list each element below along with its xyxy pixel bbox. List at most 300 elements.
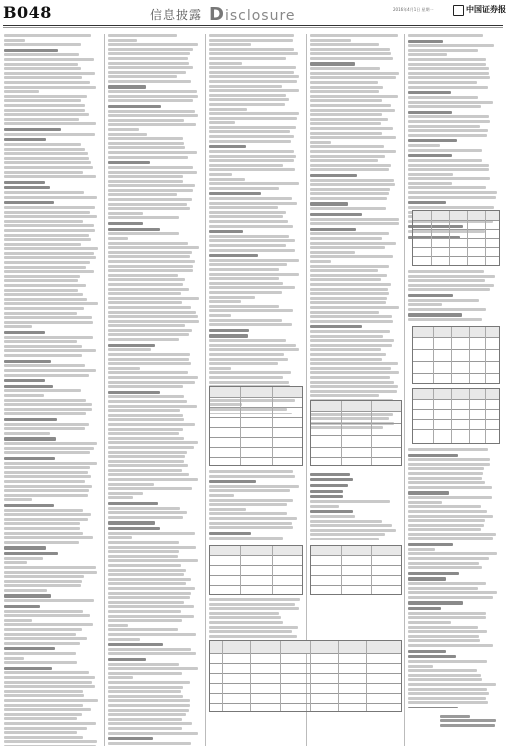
text-line [209,314,231,317]
text-line [4,690,83,693]
table-header [413,389,499,399]
text-line [310,86,383,89]
text-line [408,67,489,70]
text-line [209,34,294,37]
text-line [209,145,246,148]
text-line [209,503,287,506]
text-line [408,303,442,306]
text-line [310,533,385,536]
text-line [4,740,97,743]
data-table [209,386,303,466]
text-line [408,76,490,79]
text-line [209,635,297,638]
text-line [4,642,80,645]
text-line [310,197,387,200]
text-line [108,502,158,505]
text-line [108,171,197,174]
data-table [412,388,500,444]
data-table [209,545,303,595]
text-line [408,139,457,142]
text-line [108,306,191,309]
text-line [4,736,83,739]
text-line [4,215,97,218]
text-line [408,543,453,546]
text-line [310,228,356,231]
text-line [4,408,92,411]
text-line [108,492,143,495]
text-line [4,385,53,388]
text-line [108,85,146,88]
text-line [108,541,179,544]
text-line [209,135,294,138]
text-line [408,115,489,118]
text-line [408,669,477,672]
text-line [310,141,331,144]
text-line [108,496,133,499]
text-line [310,164,391,167]
text-line [4,99,81,102]
text-line [4,557,43,560]
text-line [4,427,85,430]
text-line [4,86,96,89]
text-line [209,517,297,520]
text-line [108,469,182,472]
text-line [108,278,185,281]
text-line [408,519,485,522]
text-line [108,727,182,730]
text-line [310,95,398,98]
text-line [4,316,92,319]
text-line [209,215,283,218]
text-line [4,717,77,720]
text-line [310,335,383,338]
text-line [209,62,242,65]
text-line [408,182,452,185]
text-line [310,67,380,70]
text-line [408,448,488,451]
text-line [4,109,85,112]
text-line [4,186,50,189]
text-line [108,376,198,379]
text-line [108,527,160,530]
text-line [4,694,84,697]
text-line [108,119,184,122]
data-table [310,400,402,466]
text-line [108,292,181,295]
text-line [209,612,279,615]
text-line [408,86,488,89]
text-line [108,428,183,431]
text-line [310,188,390,191]
text-line [310,524,392,527]
text-line [108,569,186,572]
section-title-zh: 信息披露 [150,8,203,22]
text-line [310,515,355,518]
text-line [108,242,188,245]
text-line [4,181,45,184]
text-line [108,578,191,581]
text-line [209,286,295,289]
text-line [408,318,482,321]
text-line [209,277,279,280]
text-line [209,202,297,205]
text-line [408,665,433,668]
text-line [310,500,390,503]
text-line [408,630,487,633]
text-line [4,321,93,324]
text-line [4,289,78,292]
text-line [4,667,52,670]
text-line [310,242,396,245]
text-line [4,325,32,328]
text-line [408,660,487,663]
text-line [4,379,45,382]
text-line [108,156,188,159]
text-line [408,596,493,599]
text-line [108,405,197,408]
text-line [108,699,190,702]
text-line [4,699,98,702]
text-line [108,142,184,145]
text-line [408,275,495,278]
text-line [108,601,184,604]
text-line [310,132,382,135]
text-line [4,284,86,287]
paper-logo-icon [453,5,464,16]
text-line [408,650,446,653]
text-line [408,472,483,475]
text-line [408,91,451,94]
text-line [209,319,282,322]
text-line [4,307,84,310]
text-line [209,89,299,92]
text-line [108,559,198,562]
text-column-4 [310,34,402,429]
text-line [4,389,81,392]
text-line [108,362,191,365]
text-line [4,95,87,98]
text-line [4,220,83,223]
text-line [408,582,486,585]
text-line [310,99,382,102]
text-line [209,291,282,294]
text-line [4,412,86,415]
text-line [310,81,378,84]
text-line [4,211,90,214]
text-line [4,498,32,501]
text-line [108,409,180,412]
text-line [209,48,294,51]
text-line [4,279,78,282]
text-column-5 [408,34,502,239]
text-line [108,151,197,154]
text-line [209,235,289,238]
text-line [108,105,161,108]
text-line [108,175,183,178]
page-header [0,0,506,30]
text-line [4,457,55,460]
text-line [310,159,378,162]
text-line [108,737,153,740]
text-line [108,391,160,394]
text-line [108,555,178,558]
text-line [108,536,132,539]
text-line [310,484,348,487]
text-line [4,745,96,746]
text-line [4,196,97,199]
text-line [108,66,193,69]
text-line [310,301,386,304]
text-line [209,499,293,502]
text-line [310,330,390,333]
text-line [4,713,82,716]
text-line [4,522,80,525]
text-line [310,218,399,221]
issue-date: 2016年4月1日 星期一 [393,7,434,12]
text-line [108,643,163,646]
text-line [108,564,181,567]
text-line [4,224,94,227]
text-line [4,466,90,469]
text-line [108,338,179,341]
header-rule-thin [3,27,503,28]
text-line [4,238,91,241]
text-line [108,478,198,481]
text-line [108,95,198,98]
text-line [108,193,177,196]
text-line [4,513,91,516]
text-line [108,546,196,549]
text-line [408,701,488,704]
text-line [310,174,357,177]
text-line [108,663,179,666]
text-line [4,293,83,296]
text-line [408,510,487,513]
data-table [412,210,500,266]
text-line [408,587,478,590]
text-line [209,103,285,106]
text-line [4,39,25,42]
text-line [4,652,76,655]
text-line [108,274,178,277]
text-line [108,658,146,661]
text-line [108,133,147,136]
text-line [408,144,440,147]
text-line [108,704,190,707]
text-line [4,399,86,402]
text-line [310,127,393,130]
text-line [4,349,96,352]
text-line [4,442,97,445]
text-line [4,403,92,406]
text-line [209,57,286,60]
text-line [310,57,393,60]
text-line [209,323,292,326]
text-column-3 [209,34,303,414]
text-line [310,505,339,508]
text-line [408,101,493,104]
text-line [4,571,97,574]
text-line [4,175,96,178]
text-line [408,692,489,695]
text-line [310,237,382,240]
text-line [209,85,282,88]
text-line [4,157,89,160]
text-line [108,198,192,201]
text-line [408,206,494,209]
text-line [209,108,247,111]
text-line [4,143,81,146]
text-line [108,371,188,374]
text-line [408,299,479,302]
text-line [4,345,82,348]
text-line [408,491,449,494]
text-line [310,269,378,272]
text-line [108,189,193,192]
text-line [4,594,51,597]
text-line [408,683,496,686]
text-line [4,623,93,626]
text-line [310,344,392,347]
text-line [209,371,291,374]
text-line [310,495,343,498]
text-line [310,390,397,393]
text-line [310,297,387,300]
text-line [209,182,299,185]
text-line [108,269,193,272]
text-line [310,353,386,356]
text-line [4,566,96,569]
text-line [4,480,85,483]
text-line [408,537,493,540]
text-line [209,348,299,351]
text-line [310,122,381,125]
text-line [408,601,463,604]
text-line [108,718,182,721]
text-line [310,232,389,235]
text-line [408,644,493,647]
text-line [108,324,185,327]
text-line [408,515,493,518]
text-line [408,572,459,575]
text-line [108,329,192,332]
text-line [108,255,190,258]
text-line [209,300,241,303]
text-line [4,610,83,613]
text-line [108,672,182,675]
text-line [4,541,79,544]
text-line [108,57,188,60]
text-line [209,197,292,200]
text-line [310,72,399,75]
text-line [4,423,89,426]
text-line [310,179,394,182]
text-line [310,520,382,523]
text-line [4,128,61,131]
text-line [108,62,189,65]
text-line [4,312,77,315]
text-line [4,633,76,636]
text-line [108,52,190,55]
text-line [108,414,183,417]
text-line [408,154,452,157]
text-line [108,441,198,444]
text-line [209,309,293,312]
text-line [4,647,55,650]
text-line [209,98,289,101]
text-line [4,133,95,136]
text-line [108,615,194,618]
text-line [108,48,193,51]
text-line [108,212,143,215]
table-header [311,401,401,411]
text-line [408,562,479,565]
text-line [4,152,88,155]
text-line [108,521,155,524]
text-line [408,96,478,99]
text-line [108,237,128,240]
text-line [108,451,187,454]
text-line [209,339,286,342]
text-line [108,605,194,608]
text-line [310,52,391,55]
text-line [408,44,494,47]
table-header [311,546,401,555]
text-line [4,63,78,66]
text-line [209,43,251,46]
text-line [4,72,95,75]
text-line [4,661,77,664]
text-line [108,667,198,670]
text-line [108,676,133,679]
text-line [4,81,90,84]
text-line [4,336,93,339]
text-line [408,591,497,594]
text-line [310,339,394,342]
text-line [108,71,186,74]
text-line [4,298,87,301]
text-line [209,296,255,299]
text-line [4,252,94,255]
text-line [4,605,40,608]
text-line [209,353,284,356]
text-line [108,633,196,636]
section-title-en [209,4,296,25]
text-line [4,681,92,684]
text-line [209,522,292,525]
text-line [209,358,288,361]
text-line [310,145,384,148]
text-line [408,313,462,316]
text-line [4,138,46,141]
text-line [408,557,489,560]
text-line [4,364,85,367]
text-line [108,713,186,716]
table-header [210,387,302,397]
text-line [209,494,234,497]
text-line [108,473,189,476]
text-line [108,487,192,490]
text-line [310,306,399,309]
text-line [209,150,294,153]
text-line [108,301,182,304]
text-line [310,265,389,268]
text-line [209,344,296,347]
text-line [4,708,91,711]
text-line [408,201,446,204]
text-line [108,511,187,514]
text-line [408,697,486,700]
